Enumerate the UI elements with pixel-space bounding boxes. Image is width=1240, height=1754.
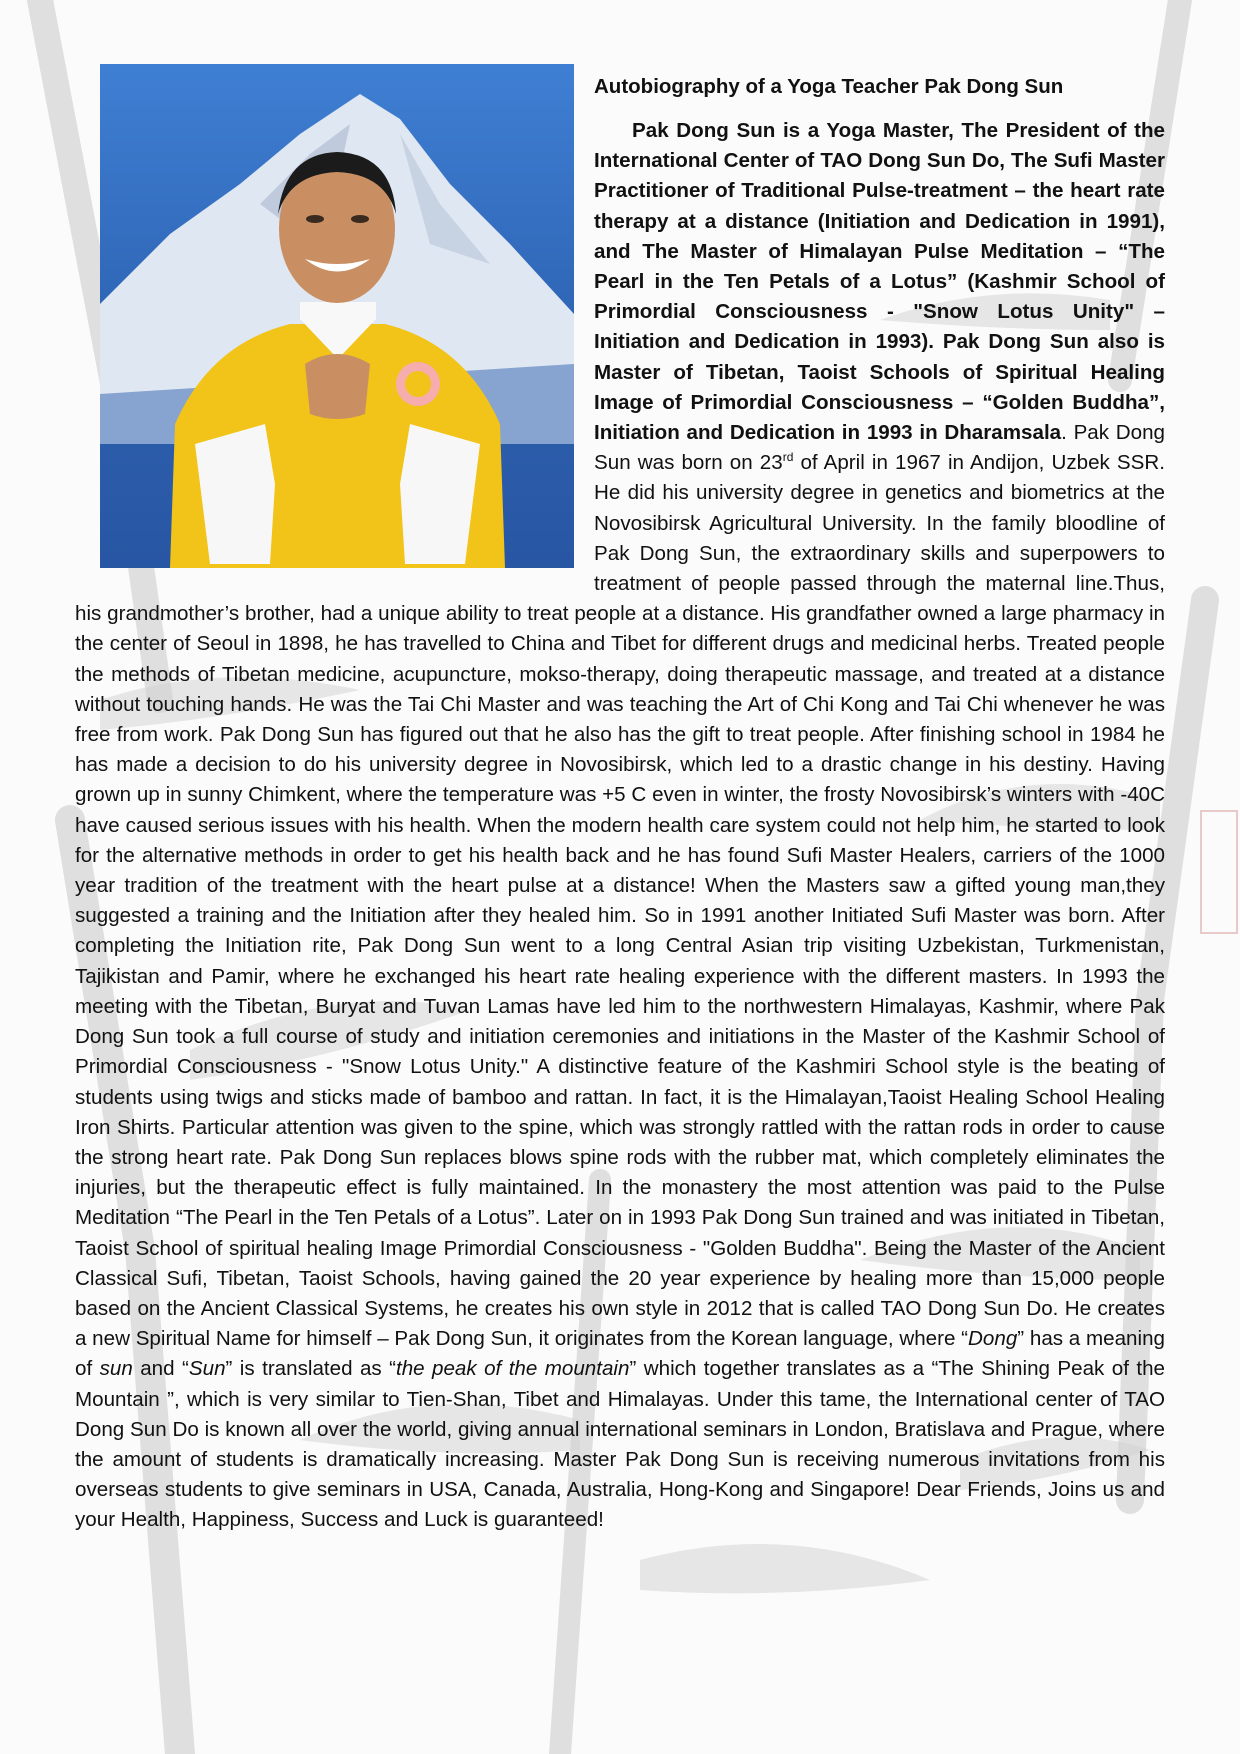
bio-born-superscript: rd [782,450,794,465]
bio-body-1: of April in 1967 in Andijon, Uzbek SSR. He did his university degree in genetics and biometrics at the Novosibirsk Agricultural University. In the family bloodline of Pak Dong Sun, the extraordinary skills and superpowers to treatment of people passed through the maternal line.Thus, his grandmother’s brother, had a unique ability to treat people at a distance. His grandfather owned a large pharmacy in the center of Seoul in 1898, he has travelled to China and Tibet for different drugs and medicinal herbs. Treated people the methods of Tibetan medicine, acupuncture, mokso-therapy, doing therapeutic massage, and treated at a distance without touching hands. He was the Tai Chi Master and was teaching the Art of Chi Kong and Tai Chi whenever he was free from work. Pak Dong Sun has figured out that he also has the gift to treat people. After finishing school in 1984 he has made a decision to do his university degree in Novosibirsk, which led to a drastic change in his destiny. Having grown up in sunny Chimkent, where the temperature was +5 C even in winter, the frosty Novosibirsk’s winters with -40C have caused serious issues with his health. When the modern health care system could not help him, he started to look for the alternative methods in order to get his health back and he has found Sufi Master Healers, carriers of the 1000 year tradition of the treatment with the heart pulse at a distance! When the Masters saw a gifted young man,they suggested a training and the Initiation after they healed him. So in 1991 another Initiated Sufi Master was born. After completing the Initiation rite, Pak Dong Sun went to a long Central Asian trip visiting Uzbekistan, Turkmenistan, Tajikistan and Pamir, where he exchanged his heart rate healing experience with the different masters. In 1993 the meeting with the Tibetan, Buryat and Tuvan Lamas have led him to the northwestern Himalayas, Kashmir, where Pak Dong Sun took a full course of study and initiation ceremonies and initiations in the Master of the Kashmir School of Primordial Consciousness - "Snow Lotus Unity." A distinctive feature of the Kashmiri School style is the beating of students using twigs and sticks made of bamboo and rattan. In fact, it is the Himalayan,Taoist Healing School Healing Iron Shirts. Particular attention was given to the spine, which was strongly rattled with the rattan rods in order to cause the strong heart rate. Pak Dong Sun replaces blows spine rods with the rubber mat, which completely eliminates the injuries, but the therapeutic effect is fully maintained. In the monastery the most attention was paid to the Pulse Meditation “The Pearl in the Ten Petals of a Lotus”. Later on in 1993 Pak Dong Sun trained and was initiated in Tibetan, Taoist School of spiritual healing Image Primordial Consciousness - "Golden Buddha". Being the Master of the Ancient Classical Sufi, Tibetan, Taoist Schools, having gained the 20 year experience by healing more than 15,000 people based on the Ancient Classical Systems, he creates his own style in 2012 that is called TAO Dong Sun Do. He creates a new Spiritual Name for himself – Pak Dong Sun, it originates from the Korean language, where “ [75,451,1165,1351]
bio-body-5: ” which together translates as a “The Shining Peak of the Mountain ”, which is very similar to Tien-Shan, Tibet and Himalayas. Under this tame, the International center of TAO Dong Sun Do is known all over the world, giving annual international seminars in London, Bratislava and Prague, where the amount of students is dramatically increasing. Master Pak Dong Sun is receiving numerous invitations from his overseas students to give seminars in USA, Canada, Australia, Hong-Kong and Singapore! Dear Friends, Joins us and your Health, Happiness, Success and Luck is guaranteed! [75,1357,1165,1532]
bio-italic-sun-lower: sun [99,1357,133,1381]
bio-body-2: ” has a meaning of [75,1327,1165,1381]
seal-stamp [1200,810,1238,934]
bio-body-4: ” is translated as “ [225,1357,396,1381]
portrait-photo-icon [100,64,574,568]
bio-intro-bold: Pak Dong Sun is a Yoga Master, The President of the International Center of TAO Dong Sun Do, The Sufi Master Practitioner of Traditional Pulse-treatment – the heart rate therapy at a distance (Initiation and Dedication in 1991), and The Master of Himalayan Pulse Meditation – “The Pearl in the Ten Petals of a Lotus” (Kashmir School of Primordial Consciousness - "Snow Lotus Unity" – Initiation and Dedication in 1993). Pak Dong Sun also is Master of Tibetan, Taoist Schools of Spiritual Healing Image of Primordial Consciousness – “Golden Buddha”, Initiation and Dedication in 1993 in Dharamsala [594,119,1165,445]
bio-intro-tail: . [1061,421,1074,445]
bio-italic-dong: Dong [968,1327,1018,1351]
bio-italic-peak: the peak of the mountain [395,1357,630,1381]
bio-body-3: and “ [132,1357,189,1381]
document-title: Autobiography of a Yoga Teacher Pak Dong Sun [594,75,1064,98]
portrait-photo [100,64,574,568]
bio-italic-sun: Sun [188,1357,226,1381]
document-page [75,74,1165,1536]
bio-born: Pak Dong Sun was born on 23 [594,421,1165,475]
